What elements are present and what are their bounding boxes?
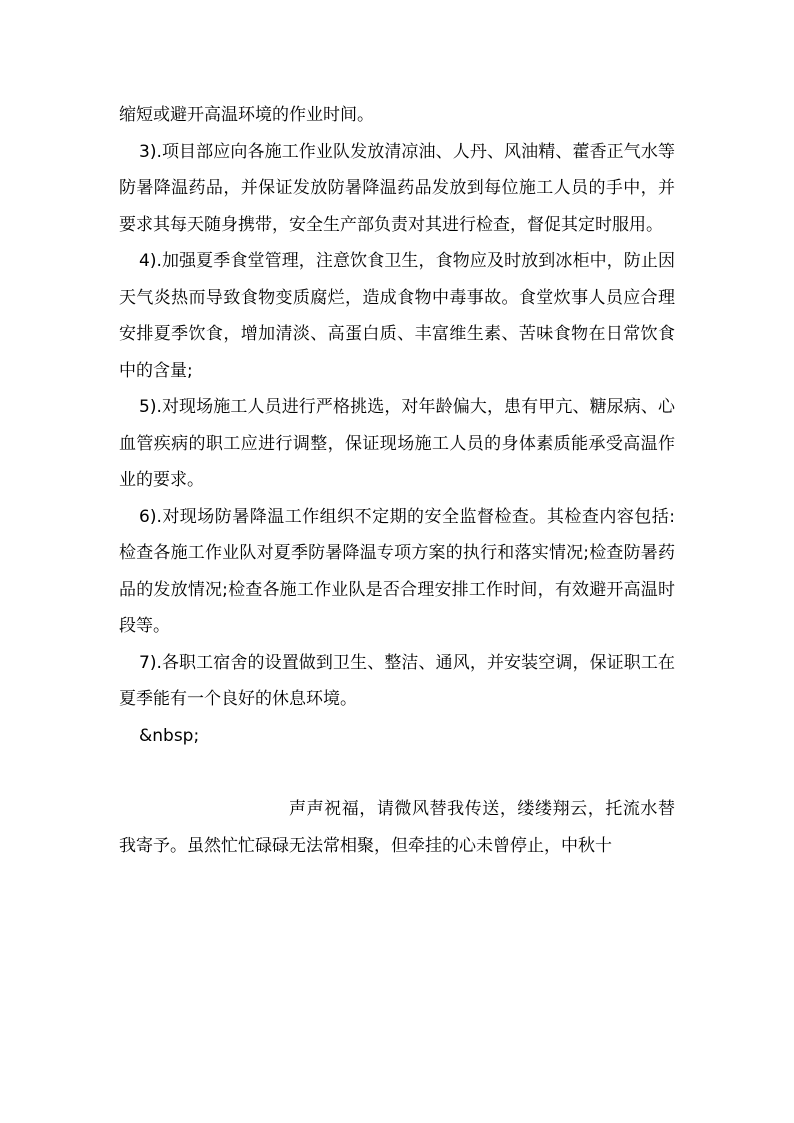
nbsp-artifact-text: &nbsp;	[139, 725, 200, 746]
blank-gap	[119, 754, 675, 791]
paragraph-item-4: 4).加强夏季食堂管理，注意饮食卫生，食物应及时放到冰柜中，防止因天气炎热而导致食物变质腐烂，造成食物中毒事故。食堂炊事人员应合理安排夏季饮食，增加清淡、高蛋白质、丰富维生素、苦味食物在日常饮食中的含量;	[119, 251, 675, 381]
blessing-paragraph: 声声祝福，请微风替我传送，缕缕翔云，托流水替我寄予。虽然忙忙碌碌无法常相聚，但牵挂的心未曾停止，中秋十	[119, 799, 675, 856]
paragraph-item-6: 6).对现场防暑降温工作组织不定期的安全监督检查。其检查内容包括:检查各施工作业队对夏季防暑降温专项方案的执行和落实情况;检查防暑药品的发放情况;检查各施工作业队是否合理安排工作时间，有效避开高温时段等。	[119, 506, 675, 636]
paragraph-item-7: 7).各职工宿舍的设置做到卫生、整洁、通风，并安装空调，保证职工在夏季能有一个良好的休息环境。	[119, 652, 675, 709]
paragraph-item-5: 5).对现场施工人员进行严格挑选，对年龄偏大，患有甲亢、糖尿病、心血管疾病的职工应进行调整，保证现场施工人员的身体素质能承受高温作业的要求。	[119, 397, 675, 490]
paragraph-item-3: 3).项目部应向各施工作业队发放清凉油、人丹、风油精、藿香正气水等防暑降温药品，并保证发放防暑降温药品发放到每位施工人员的手中，并要求其每天随身携带，安全生产部负责对其进行检查，督促其定时服用。	[119, 141, 675, 235]
paragraph-continuation: 缩短或避开高温环境的作业时间。	[119, 105, 374, 125]
document-body	[119, 97, 675, 864]
